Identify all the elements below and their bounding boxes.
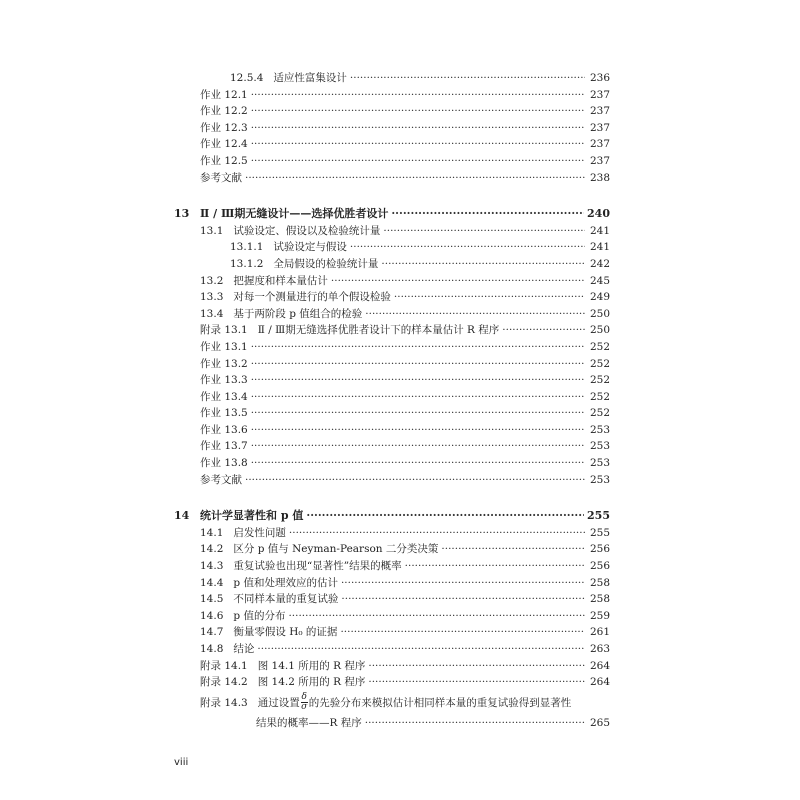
page-number: 263 — [589, 643, 610, 655]
entry-label: 区分 p 值与 Neyman-Pearson 二分类决策 — [233, 543, 439, 556]
toc-chapter-13[interactable] — [174, 206, 610, 223]
page-number: 252 — [589, 340, 610, 353]
entry-label: 图 14.2 所用的 R 程序 — [257, 676, 366, 689]
entry-label: 作业 12.3 — [200, 121, 248, 134]
page-number: 237 — [589, 121, 610, 134]
dot-leader — [306, 508, 584, 525]
entry-label: 作业 12.5 — [200, 154, 248, 167]
toc-entry[interactable] — [174, 120, 610, 137]
chapter-title: 统计学显著性和 p 值 — [200, 509, 304, 523]
entry-label: 作业 12.1 — [200, 88, 248, 101]
page-number: 245 — [589, 274, 610, 287]
dot-leader — [251, 103, 585, 120]
entry-label: 作业 13.1 — [200, 340, 248, 353]
toc-entry[interactable] — [174, 339, 610, 356]
page-number: 241 — [589, 224, 610, 237]
entry-label: 适应性富集设计 — [273, 72, 347, 84]
entry-label: 基于两阶段 p 值组合的检验 — [233, 307, 363, 320]
entry-number: 14.4 — [200, 576, 224, 589]
entry-number: 14.6 — [200, 609, 224, 622]
toc-entry[interactable] — [174, 608, 610, 625]
dot-leader — [251, 356, 585, 373]
entry-label: 图 14.1 所用的 R 程序 — [257, 659, 366, 672]
entry-number: 14.3 — [200, 560, 224, 573]
dot-leader — [391, 206, 584, 223]
entry-number: 附录 14.1 — [200, 659, 248, 672]
entry-label: 作业 13.5 — [200, 407, 248, 420]
page-number: 250 — [589, 307, 610, 320]
entry-number: 13.1 — [200, 224, 224, 237]
toc-entry[interactable] — [174, 136, 610, 153]
entry-number: 14.1 — [200, 526, 224, 539]
toc-entry-appendix-14-3-cont[interactable] — [174, 715, 610, 732]
page-number: 237 — [589, 154, 610, 167]
dot-leader — [365, 715, 585, 732]
entry-label: 重复试验也出现“显著性”结果的概率 — [233, 560, 402, 573]
entry-number: 14.7 — [200, 626, 224, 639]
page-number: 237 — [589, 105, 610, 118]
entry-number: 14.2 — [200, 543, 224, 556]
entry-label: 结论 — [233, 643, 255, 655]
dot-leader — [383, 223, 585, 240]
entry-number: 14.8 — [200, 643, 224, 655]
toc-entry[interactable] — [174, 405, 610, 422]
dot-leader — [350, 70, 585, 87]
page-number: 252 — [589, 374, 610, 387]
page-number: 236 — [589, 72, 610, 84]
dot-leader — [405, 558, 585, 575]
dot-leader — [251, 438, 585, 455]
chapter-title: Ⅱ / Ⅲ期无缝设计——选择优胜者设计 — [200, 207, 389, 221]
dot-leader — [368, 674, 585, 691]
toc-entry[interactable] — [174, 153, 610, 170]
toc-entry[interactable] — [174, 87, 610, 104]
page-number: 253 — [589, 440, 610, 453]
page-number: 256 — [589, 560, 610, 573]
table-of-contents — [174, 70, 610, 731]
toc-entry[interactable] — [174, 541, 610, 558]
entry-label: 启发性问题 — [233, 526, 286, 539]
dot-leader — [502, 322, 585, 339]
page-number: 253 — [589, 423, 610, 436]
chapter-number: 13 — [174, 207, 190, 221]
page-number: 253 — [589, 473, 610, 486]
page-number: 258 — [589, 593, 610, 606]
entry-label-cont: 结果的概率——R 程序 — [256, 716, 362, 729]
entry-number: 附录 14.3 — [200, 696, 248, 709]
page-number: 264 — [589, 676, 610, 689]
fraction-denominator: σ — [301, 702, 308, 713]
page-number: 261 — [589, 626, 610, 639]
page-number: 250 — [589, 324, 610, 337]
entry-label-pre: 通过设置 — [257, 696, 300, 709]
dot-leader — [251, 153, 585, 170]
toc-entry[interactable] — [174, 575, 610, 592]
page-number: 255 — [589, 526, 610, 539]
entry-number: 13.2 — [200, 274, 224, 287]
page-number: 241 — [589, 241, 610, 254]
dot-leader — [251, 372, 585, 389]
entry-number: 14.5 — [200, 593, 224, 606]
toc-entry-appendix-14-3[interactable] — [174, 691, 610, 715]
dot-leader — [251, 405, 585, 422]
dot-leader — [251, 339, 585, 356]
entry-label: 作业 13.2 — [200, 357, 248, 370]
toc-entry[interactable] — [174, 658, 610, 675]
toc-entry[interactable] — [174, 624, 610, 641]
toc-block-chapter13 — [174, 223, 610, 489]
entry-label: 不同样本量的重复试验 — [233, 593, 339, 606]
entry-number: 附录 13.1 — [200, 324, 248, 337]
page-number: 264 — [589, 659, 610, 672]
entry-label: 作业 13.6 — [200, 423, 248, 436]
page-number: 237 — [589, 138, 610, 151]
dot-leader — [288, 608, 585, 625]
page-number: 255 — [587, 509, 610, 523]
dot-leader — [251, 422, 585, 439]
dot-leader — [251, 136, 585, 153]
entry-label: 衡量零假设 H₀ 的证据 — [233, 626, 338, 639]
dot-leader — [257, 641, 585, 658]
page-number: 252 — [589, 390, 610, 403]
entry-label: 把握度和样本量估计 — [233, 274, 328, 287]
dot-leader — [350, 239, 585, 256]
dot-leader — [251, 87, 585, 104]
dot-leader — [289, 525, 585, 542]
entry-label: 作业 13.8 — [200, 457, 248, 470]
toc-entry[interactable] — [174, 674, 610, 691]
fraction-numerator: δ — [301, 692, 307, 703]
dot-leader — [245, 170, 585, 187]
toc-entry[interactable] — [174, 372, 610, 389]
entry-label-post: 的先验分布来模拟估计相同样本量的重复试验得到显著性 — [308, 696, 572, 709]
toc-entry[interactable] — [174, 170, 610, 187]
dot-leader — [341, 591, 585, 608]
entry-label: 作业 12.2 — [200, 105, 248, 118]
dot-leader — [441, 541, 585, 558]
entry-label: Ⅱ / Ⅲ期无缝选择优胜者设计下的样本量估计 R 程序 — [257, 324, 500, 337]
dot-leader — [331, 273, 585, 290]
entry-label: 参考文献 — [200, 171, 242, 184]
page-number: 258 — [589, 576, 610, 589]
toc-entry[interactable] — [174, 472, 610, 489]
entry-label: 参考文献 — [200, 473, 242, 486]
toc-entry[interactable] — [174, 103, 610, 120]
toc-entry[interactable] — [174, 239, 610, 256]
entry-label: p 值的分布 — [233, 609, 286, 622]
toc-entry[interactable] — [174, 558, 610, 575]
entry-label: p 值和处理效应的估计 — [233, 576, 338, 589]
fraction-delta-sigma — [301, 693, 308, 712]
entry-number: 附录 14.2 — [200, 676, 248, 689]
dot-leader — [340, 624, 585, 641]
toc-entry[interactable] — [174, 223, 610, 240]
toc-entry[interactable] — [174, 455, 610, 472]
toc-entry[interactable] — [174, 422, 610, 439]
toc-entry[interactable] — [174, 322, 610, 339]
toc-entry[interactable] — [174, 389, 610, 406]
dot-leader — [394, 289, 585, 306]
toc-entry[interactable] — [174, 525, 610, 542]
page-number: 259 — [589, 609, 610, 622]
toc-entry[interactable] — [174, 591, 610, 608]
page-number: 252 — [589, 407, 610, 420]
page-number: 265 — [589, 716, 610, 729]
entry-label: 作业 13.4 — [200, 390, 248, 403]
toc-entry[interactable] — [174, 256, 610, 273]
entry-label: 试验设定与假设 — [273, 241, 347, 254]
page-number: 249 — [589, 291, 610, 304]
entry-number: 12.5.4 — [230, 72, 264, 84]
entry-label: 试验设定、假设以及检验统计量 — [233, 224, 381, 237]
toc-entry[interactable] — [174, 356, 610, 373]
entry-number: 13.3 — [200, 291, 224, 304]
toc-entry[interactable] — [174, 438, 610, 455]
dot-leader — [251, 389, 585, 406]
entry-label: 全局假设的检验统计量 — [273, 257, 379, 270]
toc-chapter-14[interactable] — [174, 508, 610, 525]
page-number: 242 — [589, 257, 610, 270]
chapter-number: 14 — [174, 509, 190, 523]
entry-number: 13.4 — [200, 307, 224, 320]
dot-leader — [341, 575, 585, 592]
page-number: 240 — [587, 207, 610, 221]
entry-label: 作业 13.3 — [200, 374, 248, 387]
toc-entry[interactable] — [174, 641, 610, 658]
toc-block-chapter14 — [174, 525, 610, 691]
entry-label: 作业 13.7 — [200, 440, 248, 453]
entry-number: 13.1.2 — [230, 257, 264, 270]
dot-leader — [245, 472, 585, 489]
toc-entry[interactable] — [174, 273, 610, 290]
page-number: 253 — [589, 457, 610, 470]
dot-leader — [381, 256, 585, 273]
dot-leader — [365, 306, 585, 323]
toc-block-chapter12-tail — [174, 70, 610, 186]
dot-leader — [251, 455, 585, 472]
entry-number: 13.1.1 — [230, 241, 264, 254]
toc-entry[interactable] — [174, 70, 610, 87]
toc-entry[interactable] — [174, 289, 610, 306]
folio-page-number: viii — [174, 757, 189, 768]
toc-entry[interactable] — [174, 306, 610, 323]
entry-label: 对每一个测量进行的单个假设检验 — [233, 291, 391, 304]
page-number: 256 — [589, 543, 610, 556]
entry-label: 作业 12.4 — [200, 138, 248, 151]
dot-leader — [251, 120, 585, 137]
page-number: 237 — [589, 88, 610, 101]
page-number: 252 — [589, 357, 610, 370]
page-number: 238 — [589, 171, 610, 184]
dot-leader — [368, 658, 585, 675]
